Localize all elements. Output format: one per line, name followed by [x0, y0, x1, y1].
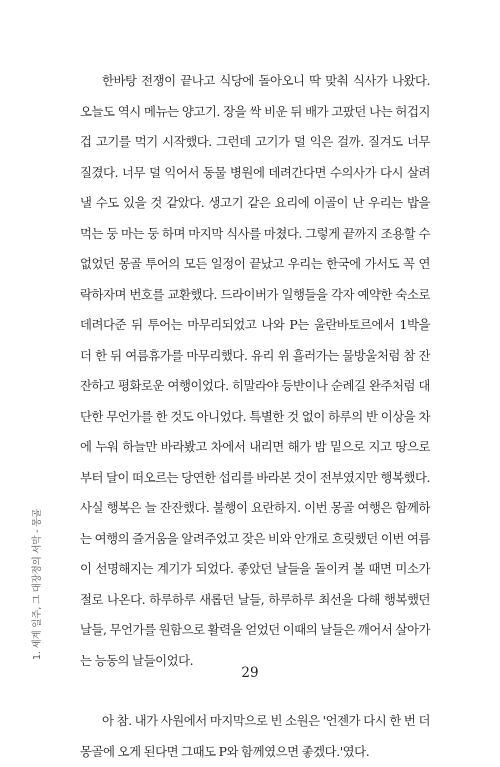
running-header: 1. 세계 일주, 그 대장정의 서막 - 몽골 [32, 508, 43, 660]
paragraph: 한바탕 전쟁이 끝나고 식당에 돌아오니 딱 맞춰 식사가 나왔다. 오늘도 역시 메뉴는 양고기. 장을 싹 비운 뒤 배가 고팠던 나는 허겁지겁 고기를 먹기 시작했다. 그런데 고기가 덜 익은 걸까. 질겨도 너무 질겼다. 너무 덜 익어서 동물 병원에 데려간다면 수의사가 다시 살려낼 수도 있을 것 같았다. 생고기 같은 요리에 이골이 난 우리는 밥을 먹는 둥 마는 둥 하며 마지막 식사를 마쳤다. 그렇게 끝까지 조용할 수 없었던 몽골 투어의 모든 일정이 끝났고 우리는 한국에 가서도 꼭 연락하자며 번호를 교환했다. 드라이버가 일행들을 각자 예약한 숙소로 데려다준 뒤 투어는 마무리되었고 나와 P는 울란바토르에서 1박을 더 한 뒤 여름휴가를 마무리했다. 유리 위 흘러가는 물방울처럼 참 잔잔하고 평화로운 여행이었다. 히말라야 등반이나 순례길 완주처럼 대단한 무언가를 한 것도 아니었다. 특별한 것 없이 하루의 반 이상을 차에 누워 하늘만 바라봤고 차에서 내리면 해가 밤 밑으로 지고 땅으로부터 달이 떠오르는 당연한 섭리를 바라본 것이 전부였지만 행복했다. 사실 행복은 늘 잔잔했다. 불행이 요란하지. 이번 몽골 여행은 함께하는 여행의 즐거움을 알려주었고 잦은 비와 안개로 흐릿했던 이번 여름이 선명해지는 계기가 되었다. 좋았던 날들을 돌이켜 볼 때면 미소가 절로 나온다. 하루하루 새롭던 날들, 하루하루 최선을 다해 행복했던 날들, 무언가를 원함으로 활력을 얻었던 이때의 날들은 깨어서 살아가는 능동의 날들이었다. [80, 73, 430, 668]
body-text [80, 66, 430, 767]
page-number: 29 [241, 665, 259, 681]
paragraph: 아 참. 내가 사원에서 마지막으로 빈 소원은 '언젠가 다시 한 번 더 몽골에 오게 된다면 그때도 P와 함께였으면 좋겠다.'였다. [80, 713, 430, 759]
